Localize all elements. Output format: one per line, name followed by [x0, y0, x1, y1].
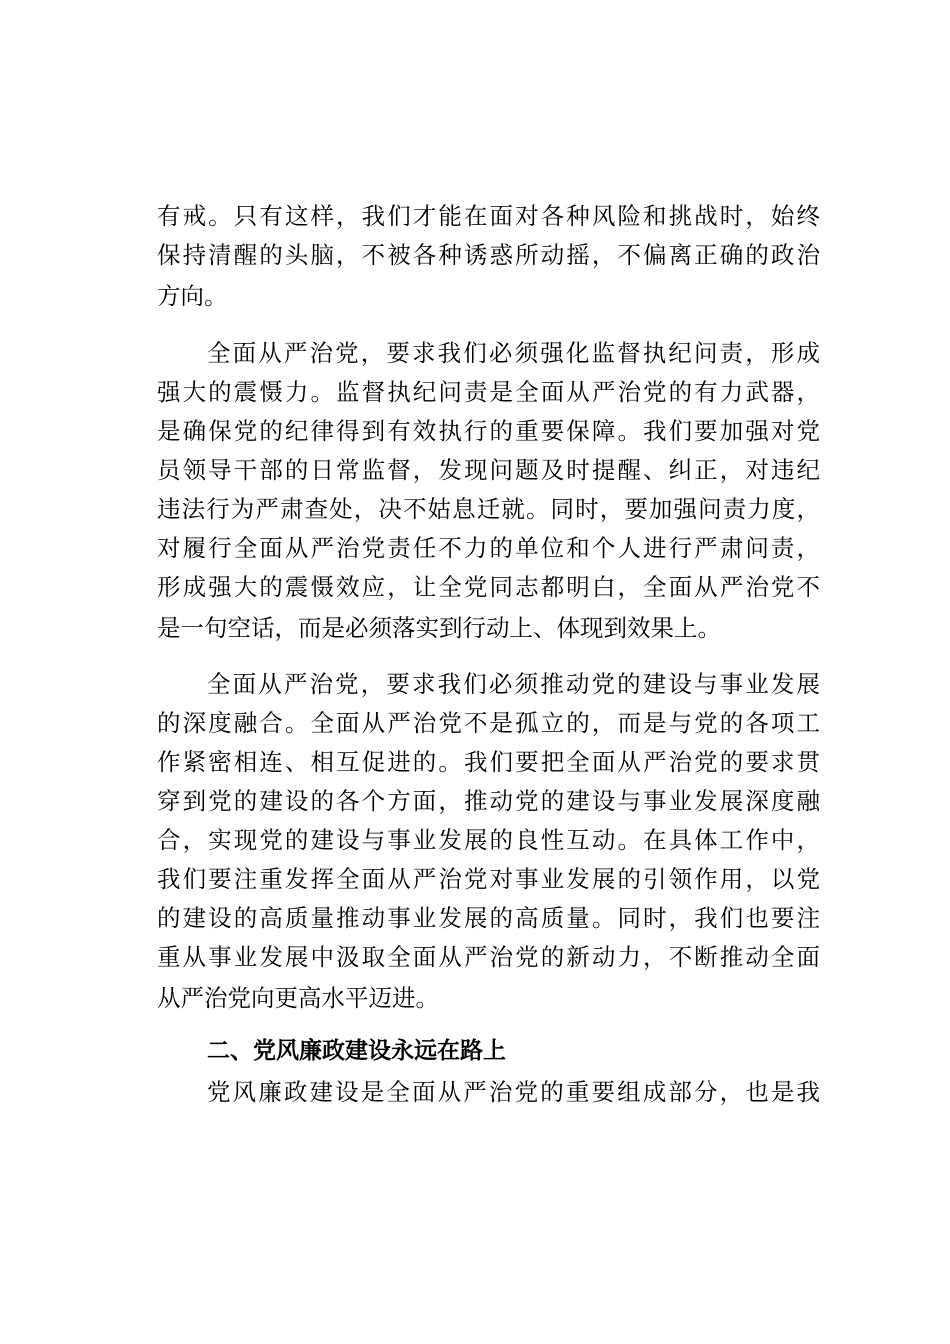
paragraph-line: 保持清醒的头脑，不被各种诱惑所动摇，不偏离正确的政治 [157, 241, 820, 269]
paragraph-line: 是一句空话，而是必须落实到行动上、体现到效果上。 [157, 614, 721, 642]
paragraph-line: 员领导干部的日常监督，发现问题及时提醒、纠正，对违纪 [157, 456, 820, 484]
paragraph-line: 从严治党向更高水平迈进。 [157, 984, 439, 1012]
paragraph-line: 合，实现党的建设与事业发展的良性互动。在具体工作中， [157, 826, 820, 854]
paragraph-line: 有戒。只有这样，我们才能在面对各种风险和挑战时，始终 [157, 202, 820, 230]
paragraph-line: 我们要注重发挥全面从严治党对事业发展的引领作用，以党 [157, 865, 820, 893]
paragraph-line: 全面从严治党，要求我们必须推动党的建设与事业发展 [207, 670, 820, 698]
paragraph-line: 作紧密相连、相互促进的。我们要把全面从严治党的要求贯 [157, 748, 820, 776]
paragraph-line: 重从事业发展中汲取全面从严治党的新动力，不断推动全面 [157, 943, 820, 971]
section-heading: 二、党风廉政建设永远在路上 [207, 1038, 506, 1064]
paragraph-line: 穿到党的建设的各个方面，推动党的建设与事业发展深度融 [157, 787, 820, 815]
paragraph-line: 的深度融合。全面从严治党不是孤立的，而是与党的各项工 [157, 709, 820, 737]
paragraph-line: 是确保党的纪律得到有效执行的重要保障。我们要加强对党 [157, 417, 820, 445]
paragraph-line: 全面从严治党，要求我们必须强化监督执纪问责，形成 [207, 339, 820, 367]
paragraph-line: 方向。 [157, 282, 228, 310]
paragraph-line: 党风廉政建设是全面从严治党的重要组成部分，也是我 [207, 1078, 820, 1106]
paragraph-line: 的建设的高质量推动事业发展的高质量。同时，我们也要注 [157, 904, 820, 932]
paragraph-line: 对履行全面从严治党责任不力的单位和个人进行严肃问责， [157, 534, 820, 562]
paragraph-line: 形成强大的震慑效应，让全党同志都明白，全面从严治党不 [157, 573, 820, 601]
paragraph-line: 违法行为严肃查处，决不姑息迁就。同时，要加强问责力度， [157, 495, 820, 523]
paragraph-line: 强大的震慑力。监督执纪问责是全面从严治党的有力武器， [157, 378, 820, 406]
